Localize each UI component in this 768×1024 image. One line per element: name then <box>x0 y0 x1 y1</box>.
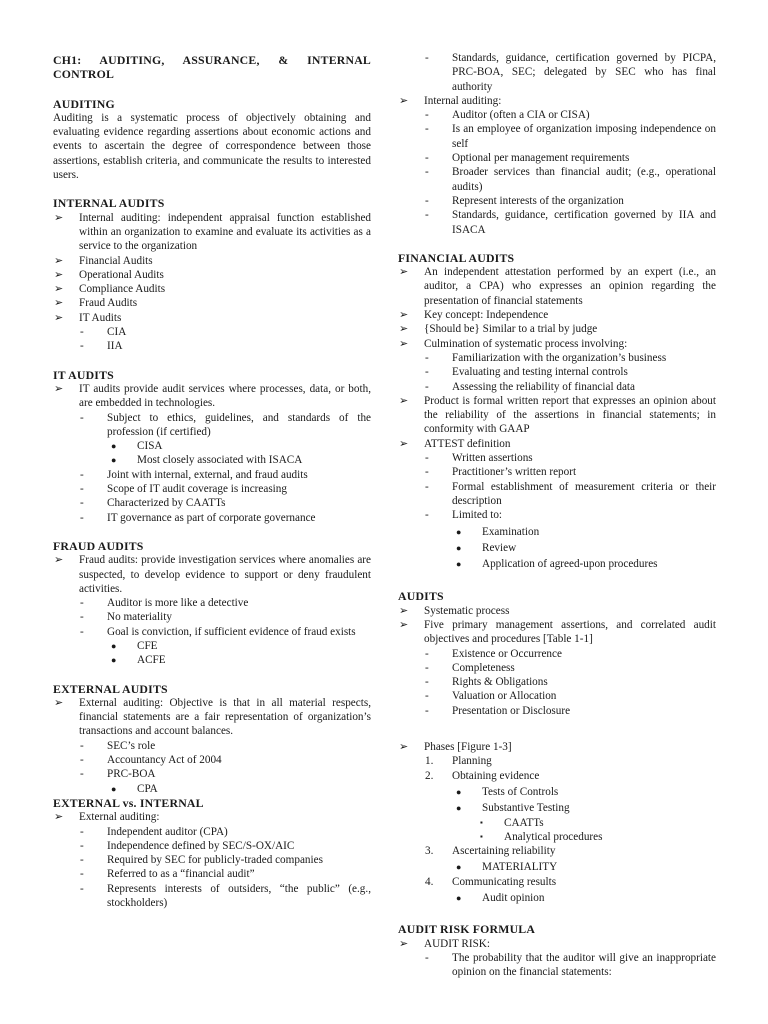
dash-bullet-icon: - <box>425 676 429 689</box>
external-vs-internal-list <box>53 810 371 910</box>
arrow-bullet-icon: ➢ <box>399 604 409 617</box>
dot-bullet-icon: ● <box>456 526 462 537</box>
arrow-bullet-icon: ➢ <box>399 309 409 322</box>
arrow-bullet-icon: ➢ <box>54 554 64 567</box>
list-item: - IT governance as part of corporate governance <box>80 511 316 524</box>
list-item: - IIA <box>80 340 123 353</box>
heading-audits: AUDITS <box>398 589 444 604</box>
arrow-bullet-icon: ➢ <box>54 297 64 310</box>
list-item: ➢ Internal auditing: <box>399 94 502 107</box>
list-item: - Practitioner’s written report <box>425 466 577 479</box>
list-item: ● Substantive Testing <box>456 802 570 815</box>
dash-bullet-icon: - <box>425 647 429 660</box>
chapter-title-line2: CONTROL <box>53 67 115 82</box>
list-item: - Optional per management requirements <box>425 152 630 165</box>
list-item: ● Tests of Controls <box>456 785 559 798</box>
list-item: - Completeness <box>425 661 515 674</box>
dash-bullet-icon: - <box>80 611 84 624</box>
dot-bullet-icon: ● <box>111 640 117 651</box>
dash-bullet-icon: - <box>425 351 429 364</box>
list-item: - Joint with internal, external, and fraud audits <box>80 468 308 481</box>
arrow-bullet-icon: ➢ <box>399 937 409 950</box>
list-item: ➢ Internal auditing: independent appraisal function established within an organization to examine and evaluate its activities as a service to the organization <box>54 211 371 253</box>
dot-bullet-icon: ● <box>456 893 462 904</box>
number-marker: 2. <box>425 769 434 782</box>
auditing-definition: Auditing is a systematic process of objectively obtaining and evaluating evidence regarding assertions about economic actions and events to ascertain the degree of correspondence between those assertions, establish criteria, and communicate the results to interested users. <box>53 111 371 182</box>
list-item: - Required by SEC for publicly-traded companies <box>80 854 323 867</box>
heading-financial-audits: FINANCIAL AUDITS <box>398 250 515 265</box>
list-item: ● Review <box>456 541 517 554</box>
heading-external-vs-internal: EXTERNAL vs. INTERNAL <box>53 795 204 810</box>
dot-bullet-icon: ● <box>111 783 117 794</box>
arrow-bullet-icon: ➢ <box>399 337 409 350</box>
list-item: - Auditor is more like a detective <box>80 597 249 610</box>
dash-bullet-icon: - <box>80 468 84 481</box>
heading-external-audits: EXTERNAL AUDITS <box>53 681 168 696</box>
dot-bullet-icon: ● <box>111 455 117 466</box>
list-item: ➢ Culmination of systematic process involving: <box>399 337 628 350</box>
list-item: - Scope of IT audit coverage is increasing <box>80 483 287 496</box>
list-item: - Existence or Occurrence <box>425 647 562 660</box>
list-item: ➢ IT Audits <box>54 311 122 324</box>
list-item: - Is an employee of organization imposing independence on self <box>425 123 716 150</box>
fraud-audits-list <box>53 553 371 667</box>
list-item: - Auditor (often a CIA or CISA) <box>425 109 590 122</box>
square-bullet-icon: ▪ <box>480 817 483 827</box>
list-item: - Represents interests of outsiders, “the public” (e.g., stockholders) <box>80 882 371 910</box>
dash-bullet-icon: - <box>80 739 84 752</box>
arrow-bullet-icon: ➢ <box>54 696 64 709</box>
dash-bullet-icon: - <box>80 768 84 781</box>
list-item: - Characterized by CAATTs <box>80 497 226 510</box>
dash-bullet-icon: - <box>425 509 429 522</box>
dash-bullet-icon: - <box>425 52 429 64</box>
list-item: - Evaluating and testing internal controls <box>425 366 628 379</box>
audits-list <box>398 604 716 718</box>
arrow-bullet-icon: ➢ <box>399 94 409 107</box>
dot-bullet-icon: ● <box>456 803 462 814</box>
dash-bullet-icon: - <box>80 868 84 881</box>
dash-bullet-icon: - <box>425 661 429 674</box>
internal-audits-list <box>53 211 371 354</box>
list-item: - Standards, guidance, certification governed by PICPA, PRC-BOA, SEC; delegated by SEC who has final authority <box>425 52 716 93</box>
dash-bullet-icon: - <box>80 483 84 496</box>
list-item: - Independence defined by SEC/S-OX/AIC <box>80 839 295 852</box>
dash-bullet-icon: - <box>425 380 429 393</box>
list-item: - Written assertions <box>425 452 533 465</box>
dash-bullet-icon: - <box>425 951 429 964</box>
list-item: - Presentation or Disclosure <box>425 704 571 717</box>
dash-bullet-icon: - <box>80 497 84 510</box>
dash-bullet-icon: - <box>425 123 429 136</box>
arrow-bullet-icon: ➢ <box>399 394 409 407</box>
list-item: ➢ IT audits provide audit services where processes, data, or both, are embedded in technologies. <box>54 382 371 410</box>
list-item: ➢ Financial Audits <box>54 254 153 267</box>
list-item: ● CFE <box>111 639 158 652</box>
external-audits-list <box>53 696 371 796</box>
list-item: ➢ Key concept: Independence <box>399 309 549 322</box>
list-item: - Independent auditor (CPA) <box>80 825 228 838</box>
dot-bullet-icon: ● <box>456 862 462 873</box>
arrow-bullet-icon: ➢ <box>54 382 64 395</box>
dash-bullet-icon: - <box>80 882 84 895</box>
square-bullet-icon: ▪ <box>480 831 483 841</box>
list-item: ➢ Fraud audits: provide investigation services where anomalies are suspected, to develop evidence to support or deny fraudulent activities. <box>54 554 371 595</box>
dash-bullet-icon: - <box>425 366 429 379</box>
heading-audit-risk-formula: AUDIT RISK FORMULA <box>398 922 536 937</box>
left-column <box>53 0 371 910</box>
list-item: 1. Planning <box>425 755 492 768</box>
dash-bullet-icon: - <box>80 326 84 339</box>
arrow-bullet-icon: ➢ <box>54 283 64 296</box>
list-item: ➢ An independent attestation performed by an expert (i.e., an auditor, a CPA) who expresses an opinion regarding the presentation of financial statements <box>399 266 716 307</box>
list-item: - The probability that the auditor will give an inappropriate opinion on the financial statements: <box>425 951 716 979</box>
heading-internal-audits: INTERNAL AUDITS <box>53 196 165 211</box>
list-item: ● CPA <box>111 782 158 795</box>
list-item: - Referred to as a “financial audit” <box>80 868 255 881</box>
list-item: ➢ Systematic process <box>399 604 510 617</box>
list-item: ➢ External auditing: Objective is that in all material respects, financial statements are a fair representation of organization’s transactions and account balances. <box>54 696 371 738</box>
list-item: 4. Communicating results <box>425 875 557 888</box>
number-marker: 1. <box>425 755 434 768</box>
arrow-bullet-icon: ➢ <box>54 311 64 324</box>
chapter-title: CH1: AUDITING, ASSURANCE, & INTERNAL <box>53 53 371 67</box>
it-audits-list <box>53 382 371 525</box>
list-item: - Subject to ethics, guidelines, and standards of the profession (if certified) <box>80 411 371 438</box>
arrow-bullet-icon: ➢ <box>54 211 64 224</box>
dash-bullet-icon: - <box>80 511 84 524</box>
list-item: ➢ Phases [Figure 1-3] <box>399 741 512 754</box>
list-item: - Limited to: <box>425 509 503 522</box>
list-item: - Accountancy Act of 2004 <box>80 754 222 767</box>
audit-risk-list <box>398 937 716 980</box>
dash-bullet-icon: - <box>425 690 429 703</box>
dot-bullet-icon: ● <box>456 786 462 797</box>
arrow-bullet-icon: ➢ <box>399 323 409 336</box>
external-vs-internal-continued <box>398 51 716 237</box>
list-item: ➢ {Should be} Similar to a trial by judge <box>399 323 598 336</box>
financial-audits-list <box>398 265 716 571</box>
dash-bullet-icon: - <box>80 340 84 353</box>
list-item: - Goal is conviction, if sufficient evidence of fraud exists <box>80 625 356 638</box>
dash-bullet-icon: - <box>80 754 84 767</box>
list-item: - SEC’s role <box>80 739 156 752</box>
dash-bullet-icon: - <box>80 411 84 424</box>
list-item: ▪ Analytical procedures <box>480 830 603 843</box>
list-item: - Represent interests of the organization <box>425 194 624 207</box>
list-item: - Standards, guidance, certification governed by IIA and ISACA <box>425 209 716 236</box>
dash-bullet-icon: - <box>425 209 429 222</box>
list-item: ● MATERIALITY <box>456 861 558 874</box>
dash-bullet-icon: - <box>425 480 429 493</box>
list-item: - PRC-BOA <box>80 768 156 781</box>
number-marker: 4. <box>425 875 434 888</box>
dash-bullet-icon: - <box>80 825 84 838</box>
list-item: ➢ External auditing: <box>54 811 160 824</box>
arrow-bullet-icon: ➢ <box>54 811 64 824</box>
heading-auditing: AUDITING <box>53 96 115 111</box>
dash-bullet-icon: - <box>425 166 429 179</box>
dash-bullet-icon: - <box>425 452 429 465</box>
arrow-bullet-icon: ➢ <box>54 268 64 281</box>
list-item: 3. Ascertaining reliability <box>425 845 556 858</box>
list-item: ➢ Five primary management assertions, and correlated audit objectives and procedures [Table 1-1] <box>399 618 716 646</box>
heading-it-audits: IT AUDITS <box>53 367 114 382</box>
dash-bullet-icon: - <box>425 194 429 207</box>
list-item: - Assessing the reliability of financial data <box>425 380 635 393</box>
list-item: ➢ Compliance Audits <box>54 283 166 296</box>
arrow-bullet-icon: ➢ <box>399 437 409 450</box>
list-item: ● Audit opinion <box>456 892 545 905</box>
list-item: ➢ Operational Audits <box>54 268 164 281</box>
dot-bullet-icon: ● <box>456 559 462 570</box>
list-item: ➢ Product is formal written report that expresses an opinion about the reliability of the assertions in financial statements; in conformity with GAAP <box>399 394 716 436</box>
list-item: - Rights & Obligations <box>425 676 548 689</box>
dash-bullet-icon: - <box>425 152 429 165</box>
list-item: - CIA <box>80 326 127 339</box>
list-item: ● ACFE <box>111 654 166 667</box>
list-item: ● CISA <box>111 440 163 453</box>
list-item: 2. Obtaining evidence <box>425 769 540 782</box>
list-item: ➢ ATTEST definition <box>399 437 511 450</box>
list-item: - Broader services than financial audit; (e.g., operational audits) <box>425 166 716 193</box>
dash-bullet-icon: - <box>80 625 84 638</box>
list-item: - Valuation or Allocation <box>425 690 557 703</box>
list-item: ● Examination <box>456 525 540 538</box>
list-item: - No materiality <box>80 611 172 624</box>
right-column <box>398 0 716 980</box>
heading-fraud-audits: FRAUD AUDITS <box>53 538 144 553</box>
dash-bullet-icon: - <box>425 704 429 717</box>
list-item: ● Application of agreed-upon procedures <box>456 558 658 571</box>
dash-bullet-icon: - <box>80 597 84 610</box>
number-marker: 3. <box>425 845 434 858</box>
list-item: - Familiarization with the organization’s business <box>425 351 667 364</box>
list-item: ▪ CAATTs <box>480 816 544 829</box>
arrow-bullet-icon: ➢ <box>399 741 409 754</box>
list-item: - Formal establishment of measurement criteria or their description <box>425 480 716 507</box>
audit-phases-list <box>398 740 716 905</box>
dash-bullet-icon: - <box>80 854 84 867</box>
list-item: ➢ AUDIT RISK: <box>399 937 490 950</box>
arrow-bullet-icon: ➢ <box>399 266 409 279</box>
dash-bullet-icon: - <box>425 466 429 479</box>
list-item: ➢ Fraud Audits <box>54 297 138 310</box>
dot-bullet-icon: ● <box>111 655 117 666</box>
dash-bullet-icon: - <box>425 109 429 122</box>
list-item: ● Most closely associated with ISACA <box>111 454 303 467</box>
dash-bullet-icon: - <box>80 839 84 852</box>
arrow-bullet-icon: ➢ <box>399 618 409 631</box>
dot-bullet-icon: ● <box>111 441 117 452</box>
arrow-bullet-icon: ➢ <box>54 254 64 267</box>
dot-bullet-icon: ● <box>456 542 462 553</box>
